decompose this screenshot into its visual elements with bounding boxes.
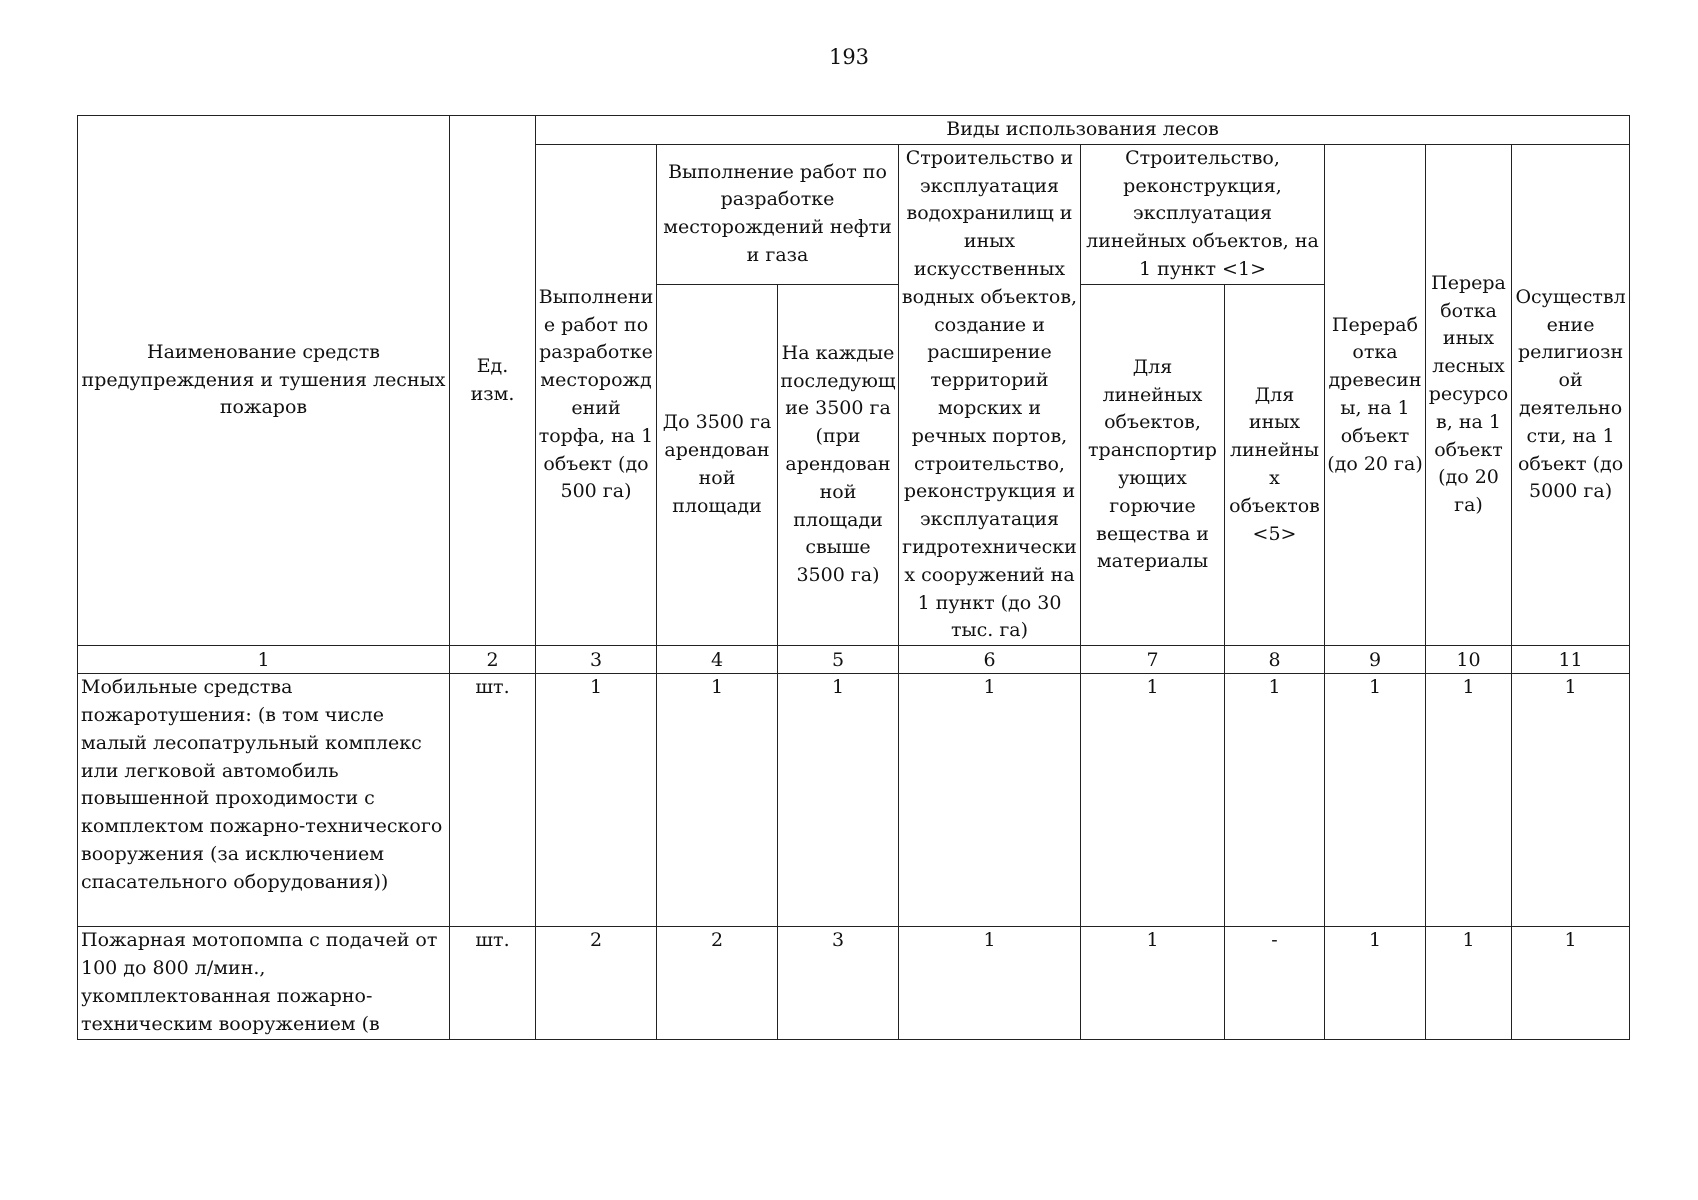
row-unit: шт.	[450, 674, 536, 927]
column-number: 6	[899, 646, 1081, 674]
column-number: 10	[1426, 646, 1512, 674]
column-number: 7	[1081, 646, 1225, 674]
header-wood-processing: Переработка древесины, на 1 объект (до 20 га)	[1325, 144, 1426, 645]
row-value: 2	[536, 927, 657, 1040]
header-peat: Выполнение работ по разработке месторождений торфа, на 1 объект (до 500 га)	[536, 144, 657, 645]
column-number: 2	[450, 646, 536, 674]
header-forest-uses: Виды использования лесов	[536, 116, 1630, 145]
row-value: 1	[657, 674, 778, 927]
row-value: 2	[657, 927, 778, 1040]
row-value: 1	[899, 927, 1081, 1040]
header-oil-gas-upto: До 3500 га арендованной площади	[657, 284, 778, 645]
row-value: 1	[899, 674, 1081, 927]
row-value: 1	[1512, 927, 1630, 1040]
table-row	[78, 674, 1630, 927]
column-number: 8	[1225, 646, 1325, 674]
header-religious: Осуществление религиозной деятельности, на 1 объект (до 5000 га)	[1512, 144, 1630, 645]
column-number: 11	[1512, 646, 1630, 674]
column-number: 4	[657, 646, 778, 674]
row-value: 1	[1512, 674, 1630, 927]
row-name: Мобильные средства пожаротушения: (в том числе малый лесопатрульный комплекс или легковой автомобиль повышенной проходимости с комплектом пожарно-технического вооружения (за исключением спасательного оборудования))	[78, 674, 450, 927]
header-reservoirs: Строительство и эксплуатация водохранилищ и иных искусственных водных объектов, создание и расширение территорий морских и речных портов, строительство, реконструкция и эксплуатация гидротехнических сооружений на 1 пункт (до 30 тыс. га)	[899, 144, 1081, 645]
row-value: 1	[1081, 674, 1225, 927]
row-value: 1	[1426, 674, 1512, 927]
page-number: 193	[828, 45, 870, 69]
fire-equipment-table	[77, 115, 1630, 1040]
header-other-resources: Переработка иных лесных ресурсов, на 1 объект (до 20 га)	[1426, 144, 1512, 645]
row-value: 1	[1325, 927, 1426, 1040]
header-row-group	[78, 116, 1630, 145]
row-value: 1	[1081, 927, 1225, 1040]
header-oil-gas: Выполнение работ по разработке месторождений нефти и газа	[657, 144, 899, 284]
row-name: Пожарная мотопомпа с подачей от 100 до 800 л/мин., укомплектованная пожарно-техническим вооружением (в	[78, 927, 450, 1040]
column-number: 3	[536, 646, 657, 674]
header-unit: Ед. изм.	[450, 116, 536, 646]
row-value: 1	[536, 674, 657, 927]
table-row	[78, 927, 1630, 1040]
column-number: 9	[1325, 646, 1426, 674]
header-linear-hazardous: Для линейных объектов, транспортирующих горючие вещества и материалы	[1081, 284, 1225, 645]
header-oil-gas-each: На каждые последующие 3500 га (при арендованной площади свыше 3500 га)	[778, 284, 899, 645]
row-value: 1	[778, 674, 899, 927]
row-value: 1	[1426, 927, 1512, 1040]
row-value: 1	[1325, 674, 1426, 927]
row-value: -	[1225, 927, 1325, 1040]
column-number: 5	[778, 646, 899, 674]
header-name: Наименование средств предупреждения и тушения лесных пожаров	[78, 116, 450, 646]
row-unit: шт.	[450, 927, 536, 1040]
row-value: 1	[1225, 674, 1325, 927]
column-number-row	[78, 646, 1630, 674]
row-value: 3	[778, 927, 899, 1040]
header-linear-objects: Строительство, реконструкция, эксплуатация линейных объектов, на 1 пункт <1>	[1081, 144, 1325, 284]
header-linear-other: Для иных линейных объектов <5>	[1225, 284, 1325, 645]
column-number: 1	[78, 646, 450, 674]
